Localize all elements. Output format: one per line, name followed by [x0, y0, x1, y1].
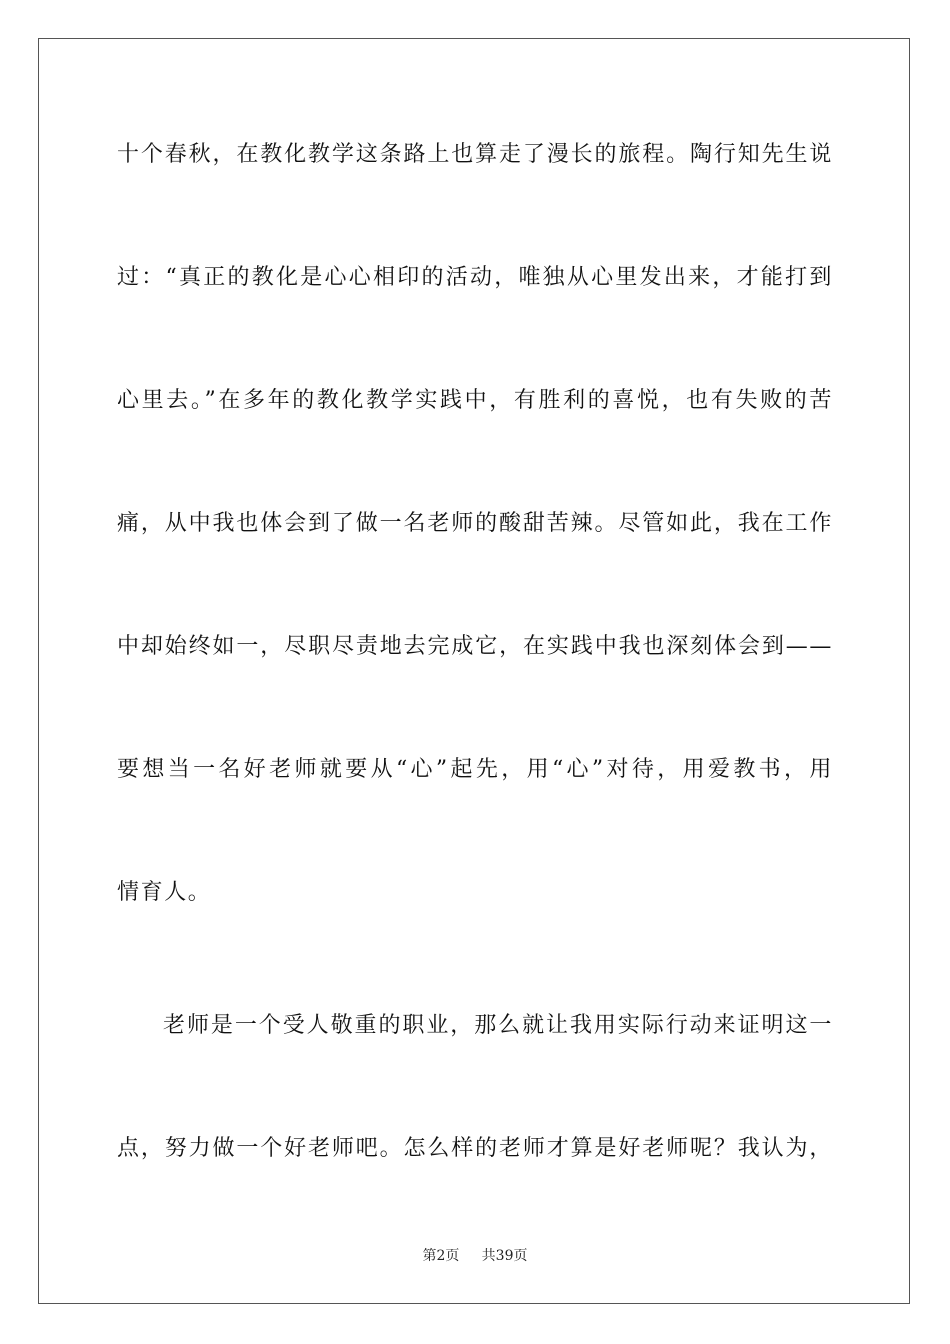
text-line-1: 十个春秋，在教化教学这条路上也算走了漫长的旅程。陶行知先生说 [117, 142, 833, 167]
page-border [38, 38, 910, 1304]
page-number: 第2页 [422, 1248, 460, 1264]
text-line-7: 情育人。 [117, 880, 212, 905]
text-line-2: 过：“真正的教化是心心相印的活动，唯独从心里发出来，才能打到 [117, 265, 833, 290]
text-line-8: 老师是一个受人敬重的职业，那么就让我用实际行动来证明这一 [163, 1013, 833, 1038]
page-footer [0, 1247, 950, 1265]
page-total: 共39页 [481, 1248, 528, 1264]
text-line-6: 要想当一名好老师就要从“心”起先，用“心”对待，用爱教书，用 [117, 757, 833, 782]
text-line-3: 心里去。”在多年的教化教学实践中，有胜利的喜悦，也有失败的苦 [117, 388, 833, 413]
text-line-4: 痛，从中我也体会到了做一名老师的酸甜苦辣。尽管如此，我在工作 [117, 511, 833, 536]
text-line-9: 点，努力做一个好老师吧。怎么样的老师才算是好老师呢？我认为， [117, 1136, 833, 1161]
text-line-5: 中却始终如一，尽职尽责地去完成它，在实践中我也深刻体会到—— [117, 634, 833, 659]
